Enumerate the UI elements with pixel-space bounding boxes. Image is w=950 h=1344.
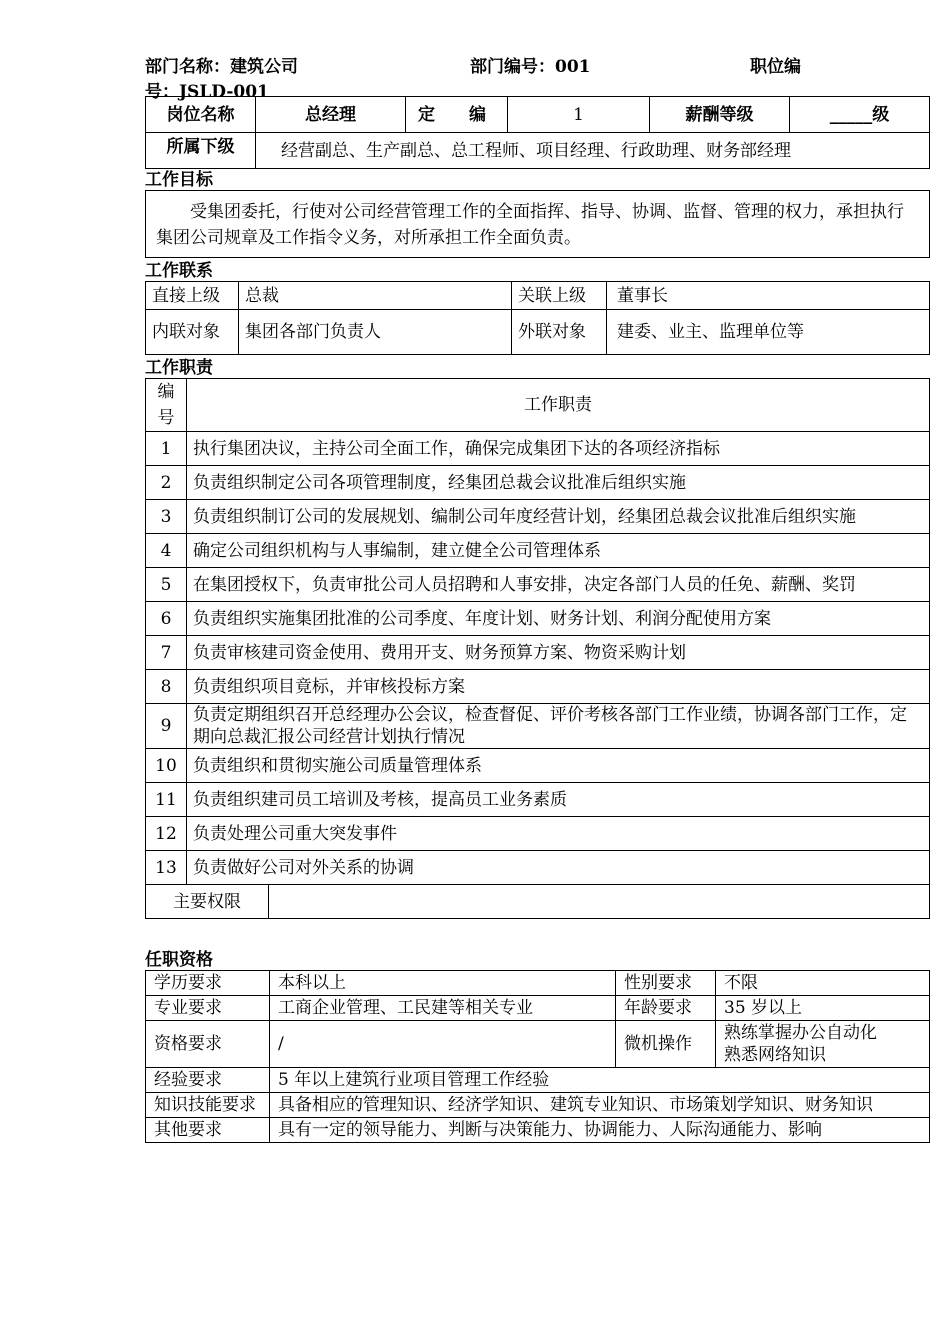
duty-number: 10: [146, 749, 187, 783]
duty-number: 4: [146, 534, 187, 568]
duty-row: [146, 783, 930, 817]
age-value: 35 岁以上: [716, 996, 930, 1021]
duty-text: 负责定期组织召开总经理办公会议，检查督促、评价考核各部门工作业绩，协调各部门工作，定期向总裁汇报公司经营计划执行情况: [187, 704, 930, 749]
duty-number: 9: [146, 704, 187, 749]
section-title-qualifications: 任职资格: [145, 950, 213, 970]
qualifications-table: [145, 970, 930, 1143]
salary-grade-label: 薪酬等级: [650, 97, 790, 133]
duty-text: 负责组织实施集团批准的公司季度、年度计划、财务计划、利润分配使用方案: [187, 602, 930, 636]
position-table: [145, 96, 930, 169]
dept-code: 部门编号：001: [470, 57, 591, 77]
duty-row: [146, 568, 930, 602]
duty-number: 12: [146, 817, 187, 851]
duty-row: [146, 636, 930, 670]
duty-row: [146, 466, 930, 500]
knowledge-value: 具备相应的管理知识、经济学知识、建筑专业知识、市场策划学知识、财务知识: [270, 1093, 930, 1118]
other-requirements-value: 具有一定的领导能力、判断与决策能力、协调能力、人际沟通能力、影响: [270, 1118, 930, 1143]
duty-row: [146, 817, 930, 851]
knowledge-label: 知识技能要求: [146, 1093, 270, 1118]
other-requirements-label: 其他要求: [146, 1118, 270, 1143]
duty-number: 13: [146, 851, 187, 885]
duty-text: 执行集团决议，主持公司全面工作，确保完成集团下达的各项经济指标: [187, 432, 930, 466]
major-value: 工商企业管理、工民建等相关专业: [270, 996, 616, 1021]
section-title-duties: 工作职责: [145, 358, 213, 378]
related-superior-value: 董事长: [607, 282, 930, 310]
position-code-label: 职位编: [750, 57, 801, 77]
duty-header: 工作职责: [187, 379, 930, 432]
experience-label: 经验要求: [146, 1068, 270, 1093]
duty-number: 1: [146, 432, 187, 466]
duty-number: 2: [146, 466, 187, 500]
duty-rows: [146, 432, 930, 885]
authority-value: [269, 885, 930, 919]
position-code-value: 号：JSLD-001: [145, 82, 269, 102]
authority-label: 主要权限: [146, 885, 269, 919]
computer-skills-label: 微机操作: [616, 1021, 716, 1068]
duty-row: [146, 500, 930, 534]
duty-row: [146, 670, 930, 704]
duty-number: 3: [146, 500, 187, 534]
salary-grade-value: _____级: [790, 97, 930, 133]
experience-value: 5 年以上建筑行业项目管理工作经验: [270, 1068, 930, 1093]
goal-text: 受集团委托，行使对公司经营管理工作的全面指挥、指导、协调、监督、管理的权力，承担执行集团公司规章及工作指令义务，对所承担工作全面负责。: [145, 190, 930, 258]
external-contacts-value: 建委、业主、监理单位等: [607, 310, 930, 355]
duty-number: 6: [146, 602, 187, 636]
duty-row: [146, 704, 930, 749]
gender-value: 不限: [716, 971, 930, 996]
duty-text: 负责组织制定公司各项管理制度，经集团总裁会议批准后组织实施: [187, 466, 930, 500]
duty-text: 负责组织制订公司的发展规划、编制公司年度经营计划，经集团总裁会议批准后组织实施: [187, 500, 930, 534]
internal-contacts-label: 内联对象: [146, 310, 239, 355]
duty-row: [146, 602, 930, 636]
job-description-page: [145, 52, 930, 1143]
duty-text: 负责组织建司员工培训及考核，提高员工业务素质: [187, 783, 930, 817]
subordinates-value: 经营副总、生产副总、总工程师、项目经理、行政助理、财务部经理: [256, 133, 930, 169]
duty-text: 负责审核建司资金使用、费用开支、财务预算方案、物资采购计划: [187, 636, 930, 670]
post-name-value: 总经理: [256, 97, 406, 133]
section-title-goal: 工作目标: [145, 170, 213, 190]
duty-number: 11: [146, 783, 187, 817]
duty-text: 在集团授权下，负责审批公司人员招聘和人事安排，决定各部门人员的任免、薪酬、奖罚: [187, 568, 930, 602]
duty-row: [146, 851, 930, 885]
computer-skills-line-2: 熟悉网络知识: [724, 1045, 826, 1065]
duty-text: 负责处理公司重大突发事件: [187, 817, 930, 851]
duty-row: [146, 432, 930, 466]
gender-label: 性别要求: [616, 971, 716, 996]
duty-text: 负责组织项目竟标，并审核投标方案: [187, 670, 930, 704]
external-contacts-label: 外联对象: [512, 310, 607, 355]
duty-number: 5: [146, 568, 187, 602]
document-header: [145, 52, 930, 102]
section-title-relations: 工作联系: [145, 261, 213, 281]
quota-label: 定 编: [406, 97, 508, 133]
duty-number-header: 编号: [146, 379, 187, 432]
direct-superior-value: 总裁: [239, 282, 512, 310]
education-value: 本科以上: [270, 971, 616, 996]
duty-number: 8: [146, 670, 187, 704]
certification-label: 资格要求: [146, 1021, 270, 1068]
post-name-label: 岗位名称: [146, 97, 256, 133]
duty-text: 负责做好公司对外关系的协调: [187, 851, 930, 885]
related-superior-label: 关联上级: [512, 282, 607, 310]
major-label: 专业要求: [146, 996, 270, 1021]
internal-contacts-value: 集团各部门负责人: [239, 310, 512, 355]
direct-superior-label: 直接上级: [146, 282, 239, 310]
duties-table: [145, 378, 930, 919]
duty-text: 负责组织和贯彻实施公司质量管理体系: [187, 749, 930, 783]
computer-skills-value: [716, 1021, 930, 1068]
duty-row: [146, 749, 930, 783]
subordinates-label: 所属下级: [146, 133, 256, 169]
relations-table: [145, 281, 930, 355]
duty-number: 7: [146, 636, 187, 670]
age-label: 年龄要求: [616, 996, 716, 1021]
duty-row: [146, 534, 930, 568]
duty-text: 确定公司组织机构与人事编制，建立健全公司管理体系: [187, 534, 930, 568]
dept-name: 部门名称：建筑公司: [145, 57, 298, 77]
certification-value: /: [270, 1021, 616, 1068]
computer-skills-line-1: 熟练掌握办公自动化: [724, 1023, 877, 1043]
quota-value: 1: [508, 97, 650, 133]
education-label: 学历要求: [146, 971, 270, 996]
